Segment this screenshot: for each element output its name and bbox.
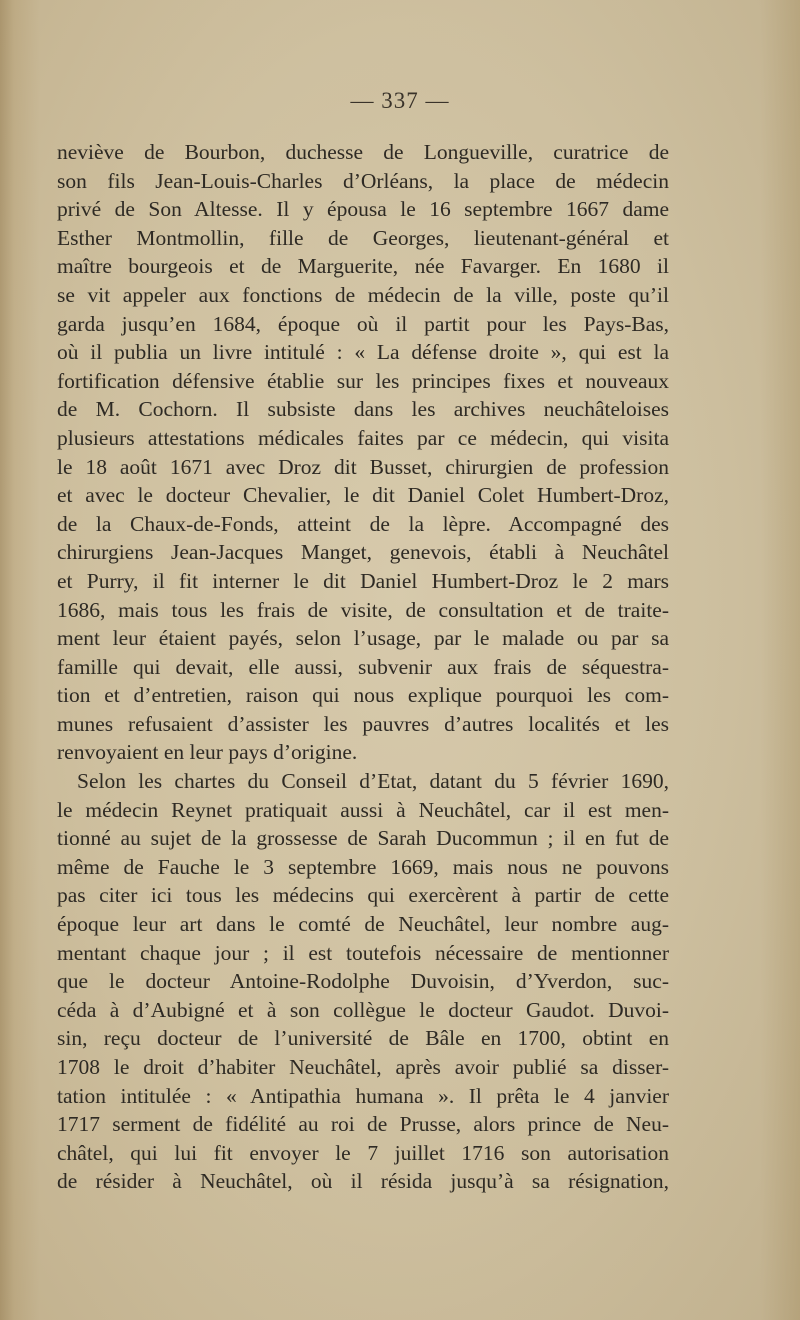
text-line: maître bourgeois et de Marguerite, née Favarger. En 1680 il [57,254,669,279]
text-line: neviève de Bourbon, duchesse de Longueville, curatrice de [57,140,669,164]
text-line: sin, reçu docteur de l’université de Bâle en 1700, obtint en [57,1026,669,1051]
text-line-paragraph-end: renvoyaient en leur pays d’origine. [57,740,358,765]
text-line: chirurgiens Jean-Jacques Manget, genevois, établi à Neuchâtel [57,540,669,565]
text-line: céda à d’Aubigné et à son collègue le docteur Gaudot. Duvoi- [57,997,669,1022]
text-line: que le docteur Antoine-Rodolphe Duvoisin, d’Yverdon, suc- [57,969,669,994]
text-line: de résider à Neuchâtel, où il résida jusqu’à sa résignation, [57,1169,669,1194]
text-line: 1686, mais tous les frais de visite, de consultation et de traite- [57,597,669,622]
text-line: châtel, qui lui fit envoyer le 7 juillet 1716 son autorisation [57,1140,669,1165]
text-line: de M. Cochorn. Il subsiste dans les archives neuchâteloises [57,397,669,422]
text-line: garda jusqu’en 1684, époque où il partit pour les Pays-Bas, [57,311,669,336]
text-line: même de Fauche le 3 septembre 1669, mais nous ne pouvons [57,854,669,879]
text-line: 1708 le droit d’habiter Neuchâtel, après avoir publié sa disser- [57,1055,669,1079]
text-line: Esther Montmollin, fille de Georges, lieutenant-général et [57,225,669,250]
text-line-paragraph-start: Selon les chartes du Conseil d’Etat, datant du 5 février 1690, [77,769,669,794]
text-line: 1717 serment de fidélité au roi de Prusse, alors prince de Neu- [57,1112,669,1137]
text-line: plusieurs attestations médicales faites par ce médecin, qui visita [57,425,669,450]
text-line: époque leur art dans le comté de Neuchâtel, leur nombre aug- [57,912,669,937]
text-line: et Purry, il fit interner le dit Daniel Humbert-Droz le 2 mars [57,568,669,593]
text-line: famille qui devait, elle aussi, subvenir aux frais de séquestra- [57,654,669,679]
text-line: munes refusaient d’assister les pauvres d’autres localités et les [57,711,669,736]
text-line: privé de Son Altesse. Il y épousa le 16 septembre 1667 dame [57,197,669,222]
text-line: où il publia un livre intitulé : « La défense droite », qui est la [57,340,669,365]
text-line: son fils Jean-Louis-Charles d’Orléans, la place de médecin [57,168,669,193]
page-number: — 337 — [350,88,450,113]
text-line: pas citer ici tous les médecins qui exercèrent à partir de cette [57,883,669,908]
text-line: tionné au sujet de la grossesse de Sarah Ducommun ; il en fut de [57,826,669,851]
text-line: tation intitulée : « Antipathia humana ». Il prêta le 4 janvier [57,1083,669,1108]
text-line: le médecin Reynet pratiquait aussi à Neuchâtel, car il est men- [57,797,669,822]
text-line: de la Chaux-de-Fonds, atteint de la lèpre. Accompagné des [57,511,669,536]
text-line: le 18 août 1671 avec Droz dit Busset, chirurgien de profession [57,454,669,479]
text-line: se vit appeler aux fonctions de médecin de la ville, poste qu’il [57,282,669,307]
text-line: fortification défensive établie sur les principes fixes et nouveaux [57,368,669,393]
body-text [57,138,669,1196]
text-line: tion et d’entretien, raison qui nous explique pourquoi les com- [57,683,669,708]
text-line: ment leur étaient payés, selon l’usage, par le malade ou par sa [57,626,669,651]
text-line: mentant chaque jour ; il est toutefois nécessaire de mentionner [57,940,669,965]
text-line: et avec le docteur Chevalier, le dit Daniel Colet Humbert-Droz, [57,483,669,508]
